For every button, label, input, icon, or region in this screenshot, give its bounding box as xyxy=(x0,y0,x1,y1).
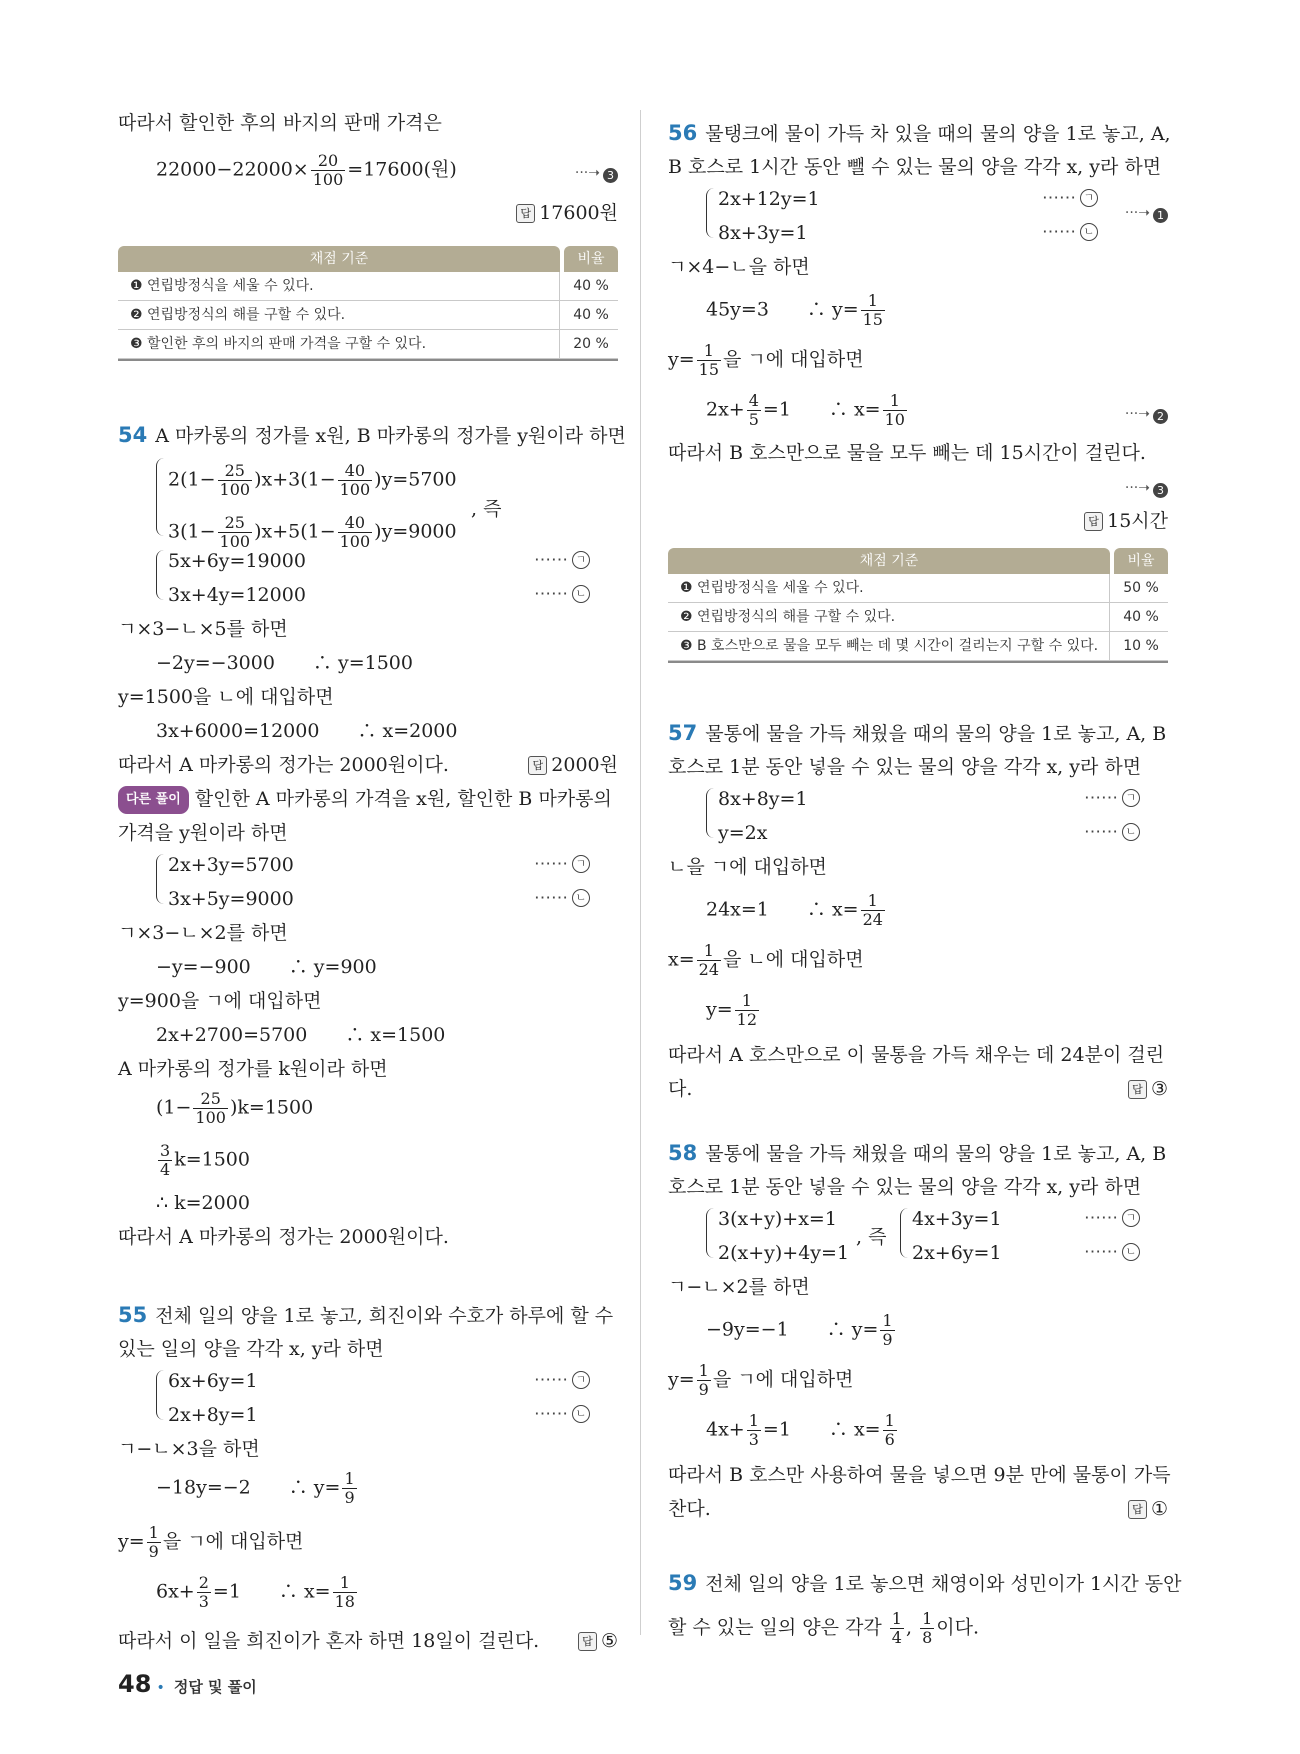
brace xyxy=(156,1370,167,1420)
table-header-ratio: 비율 xyxy=(1114,548,1168,574)
math-line: x= $\frac{1}{24}$ 을 ㄴ에 대입하면 xyxy=(668,941,864,979)
equation: y=2x xyxy=(718,822,768,844)
equation: 2x+12y=1 xyxy=(718,188,820,210)
table-row: ❶ 연립방정식을 세울 수 있다. 50 % xyxy=(668,574,1168,603)
brace xyxy=(900,1208,911,1258)
text-line: y=900을 ㄱ에 대입하면 xyxy=(118,990,322,1012)
page-footer: 48 • 정답 및 풀이 xyxy=(118,1670,257,1698)
math-line: 24x=1 ∴ x= $\frac{1}{24}$ xyxy=(706,891,883,929)
math-text: 22000−22000× xyxy=(156,158,309,181)
answer-box-icon: 답 xyxy=(528,756,547,775)
equation-tag: ⋯⋯ ㄴ xyxy=(534,584,590,604)
math-line: y= $\frac{1}{9}$ 을 ㄱ에 대입하면 xyxy=(668,1361,854,1399)
math-line: y= $\frac{1}{15}$ 을 ㄱ에 대입하면 xyxy=(668,341,864,379)
text-line: 호스로 1분 동안 넣을 수 있는 물의 양을 각각 x, y라 하면 xyxy=(668,1176,1142,1198)
equation-tag: ⋯⋯ ㄱ xyxy=(1084,788,1140,808)
problem-intro: 56 물탱크에 물이 가득 차 있을 때의 물의 양을 1로 놓고, A, xyxy=(668,121,1171,145)
equation: 6x+6y=1 xyxy=(168,1370,258,1392)
scoring-table-2 xyxy=(668,548,1168,663)
math-line: 2x+2700=5700 ∴ x=1500 xyxy=(156,1024,446,1046)
table-row: ❸ 할인한 후의 바지의 판매 가격을 구할 수 있다. 20 % xyxy=(118,330,618,359)
equation-tag: ⋯⋯ ㄴ xyxy=(1042,222,1098,242)
math-line: y= $\frac{1}{9}$ 을 ㄱ에 대입하면 xyxy=(118,1523,304,1561)
answer-label: 답 ① xyxy=(1128,1496,1168,1522)
math-line: −18y=−2 ∴ y= $\frac{1}{9}$ xyxy=(156,1469,355,1507)
equation: 4x+3y=1 xyxy=(912,1208,1002,1230)
problem-intro: 55 전체 일의 양을 1로 놓고, 희진이와 수호가 하루에 할 수 xyxy=(118,1303,614,1327)
brace xyxy=(706,788,717,838)
equation-tag: ⋯⋯ ㄴ xyxy=(1084,822,1140,842)
problem-number: 56 xyxy=(668,121,698,145)
equation-tag: ⋯⋯ ㄱ xyxy=(1084,1208,1140,1228)
math-line xyxy=(156,152,457,189)
text-line: 있는 일의 양을 각각 x, y라 하면 xyxy=(118,1338,384,1360)
problem-number: 58 xyxy=(668,1141,698,1165)
answer-box-icon: 답 xyxy=(1084,512,1103,531)
equation-tag: ⋯⋯ ㄴ xyxy=(534,888,590,908)
answer-label: 답 15시간 xyxy=(1084,508,1168,534)
text-line: ㄱ×3−ㄴ×2를 하면 xyxy=(118,922,288,944)
equation: 2x+8y=1 xyxy=(168,1404,258,1426)
brace xyxy=(156,854,167,904)
step-marker-1: ···➝ 1 xyxy=(1125,205,1168,223)
text-line: ㄱ×4−ㄴ을 하면 xyxy=(668,256,810,278)
equation: 8x+8y=1 xyxy=(718,788,808,810)
equation: 8x+3y=1 xyxy=(718,222,808,244)
table-header-ratio: 비율 xyxy=(564,246,618,272)
math-line: −y=−900 ∴ y=900 xyxy=(156,956,377,978)
equation-tag: ⋯⋯ ㄱ xyxy=(1042,188,1098,208)
math-line: 45y=3 ∴ y= $\frac{1}{15}$ xyxy=(706,291,883,329)
math-line: $\frac{3}{4}$ k=1500 xyxy=(160,1141,250,1179)
text-line: 다른 풀이 할인한 A 마카롱의 가격을 x원, 할인한 B 마카롱의 xyxy=(118,786,612,814)
alt-solution-badge: 다른 풀이 xyxy=(118,786,189,814)
problem-number: 54 xyxy=(118,423,148,447)
math-line: 3(1− $\frac{25}{100}$ )x+5(1− $\frac{40}{100}$ )y=9000 xyxy=(168,513,457,551)
equation-tag: ⋯⋯ ㄴ xyxy=(534,1404,590,1424)
problem-intro: 57 물통에 물을 가득 채웠을 때의 물의 양을 1로 놓고, A, B xyxy=(668,721,1167,745)
problem-intro: 58 물통에 물을 가득 채웠을 때의 물의 양을 1로 놓고, A, B xyxy=(668,1141,1167,1165)
table-row: ❶ 연립방정식을 세울 수 있다. 40 % xyxy=(118,272,618,301)
equation: 3x+5y=9000 xyxy=(168,888,294,910)
math-line: (1− $\frac{25}{100}$ )k=1500 xyxy=(156,1089,314,1127)
text-line: A 마카롱의 정가를 k원이라 하면 xyxy=(118,1058,388,1080)
answer-box-icon: 답 xyxy=(516,204,535,223)
answer-label: 답 17600원 xyxy=(516,200,618,226)
math-line: 할 수 있는 일의 양은 각각 $\frac{1}{4}$ , $\frac{1}{8}$ 이다. xyxy=(668,1609,980,1647)
step-marker-3: ···➝ 3 xyxy=(575,165,618,183)
text: , 즉 xyxy=(856,1226,887,1248)
equation: 2x+3y=5700 xyxy=(168,854,294,876)
math-line: 4x+ $\frac{1}{3}$ =1 ∴ x= $\frac{1}{6}$ xyxy=(706,1411,895,1449)
step-marker-3: ···➝ 3 xyxy=(1125,480,1168,498)
equation-tag: ⋯⋯ ㄴ xyxy=(1084,1242,1140,1262)
answer-box-icon: 답 xyxy=(578,1632,597,1651)
equation: 2x+6y=1 xyxy=(912,1242,1002,1264)
math-line: 6x+ $\frac{2}{3}$ =1 ∴ x= $\frac{1}{18}$ xyxy=(156,1573,355,1611)
text-line: ㄴ을 ㄱ에 대입하면 xyxy=(668,856,827,878)
math-line: 2x+ $\frac{4}{5}$ =1 ∴ x= $\frac{1}{10}$ xyxy=(706,391,905,429)
equation-tag: ⋯⋯ ㄱ xyxy=(534,550,590,570)
text: , 즉 xyxy=(471,498,502,520)
equation: 3x+4y=12000 xyxy=(168,584,306,606)
problem-intro: 54 A 마카롱의 정가를 x원, B 마카롱의 정가를 y원이라 하면 xyxy=(118,423,626,447)
math-line: 2(1− $\frac{25}{100}$ )x+3(1− $\frac{40}{100}$ )y=5700 xyxy=(168,461,457,499)
brace xyxy=(706,188,717,238)
fraction: $\frac{20}{100}$ xyxy=(312,151,344,189)
math-line: −9y=−1 ∴ y= $\frac{1}{9}$ xyxy=(706,1311,893,1349)
math-line: 3x+6000=12000 ∴ x=2000 xyxy=(156,720,458,742)
scoring-table-1 xyxy=(118,246,618,361)
equation: 5x+6y=19000 xyxy=(168,550,306,572)
table-row: ❷ 연립방정식의 해를 구할 수 있다. 40 % xyxy=(668,603,1168,632)
text-line: 따라서 B 호스만 사용하여 물을 넣으면 9분 만에 물통이 가득 xyxy=(668,1464,1171,1486)
math-line: y= $\frac{1}{12}$ xyxy=(706,991,758,1029)
text-line: ㄱ×3−ㄴ×5를 하면 xyxy=(118,618,288,640)
table-header: 채점 기준 xyxy=(118,246,560,272)
equation-tag: ⋯⋯ ㄱ xyxy=(534,1370,590,1390)
text-line: B 호스로 1시간 동안 뺄 수 있는 물의 양을 각각 x, y라 하면 xyxy=(668,156,1162,178)
answer-box-icon: 답 xyxy=(1128,1080,1147,1099)
math-text: =17600(원) xyxy=(347,158,457,181)
problem-number: 55 xyxy=(118,1303,148,1327)
equation-tag: ⋯⋯ ㄱ xyxy=(534,854,590,874)
text-line: y=1500을 ㄴ에 대입하면 xyxy=(118,686,334,708)
answer-label: 답 ⑤ xyxy=(578,1628,618,1654)
answer-label: 답 ③ xyxy=(1128,1076,1168,1102)
brace xyxy=(156,550,167,600)
math-line: −2y=−3000 ∴ y=1500 xyxy=(156,652,413,674)
text-line: 따라서 B 호스만으로 물을 모두 빼는 데 15시간이 걸린다. xyxy=(668,442,1146,464)
column-divider xyxy=(640,110,641,1635)
text-line: 따라서 할인한 후의 바지의 판매 가격은 xyxy=(118,112,442,134)
page-number: 48 xyxy=(118,1670,152,1698)
text-line: ㄱ−ㄴ×3을 하면 xyxy=(118,1438,260,1460)
step-marker-2: ···➝ 2 xyxy=(1125,406,1168,424)
math-line: ∴ k=2000 xyxy=(156,1192,250,1214)
text-line: 따라서 A 마카롱의 정가는 2000원이다. xyxy=(118,1226,449,1248)
table-header: 채점 기준 xyxy=(668,548,1110,574)
text-line: 호스로 1분 동안 넣을 수 있는 물의 양을 각각 x, y라 하면 xyxy=(668,756,1142,778)
equation: 3(x+y)+x=1 xyxy=(718,1208,837,1230)
problem-number: 57 xyxy=(668,721,698,745)
answer-label: 답 2000원 xyxy=(528,752,618,778)
equation: 2(x+y)+4y=1 xyxy=(718,1242,850,1264)
text-line: 다. xyxy=(668,1078,693,1100)
text-line: ㄱ−ㄴ×2를 하면 xyxy=(668,1276,810,1298)
table-row: ❸ B 호스만으로 물을 모두 빼는 데 몇 시간이 걸리는지 구할 수 있다. 10 % xyxy=(668,632,1168,661)
text-line: 가격을 y원이라 하면 xyxy=(118,822,288,844)
problem-intro: 59 전체 일의 양을 1로 놓으면 채영이와 성민이가 1시간 동안 xyxy=(668,1571,1182,1595)
footer-label: 정답 및 풀이 xyxy=(173,1678,257,1696)
brace xyxy=(706,1208,717,1258)
answer-box-icon: 답 xyxy=(1128,1500,1147,1519)
text-line: 따라서 A 호스만으로 이 물통을 가득 채우는 데 24분이 걸린 xyxy=(668,1044,1165,1066)
text-line: 따라서 A 마카롱의 정가는 2000원이다. xyxy=(118,754,449,776)
table-row: ❷ 연립방정식의 해를 구할 수 있다. 40 % xyxy=(118,301,618,330)
text-line: 따라서 이 일을 희진이가 혼자 하면 18일이 걸린다. xyxy=(118,1630,540,1652)
problem-number: 59 xyxy=(668,1571,698,1595)
brace xyxy=(156,458,167,536)
text-line: 찬다. xyxy=(668,1498,711,1520)
